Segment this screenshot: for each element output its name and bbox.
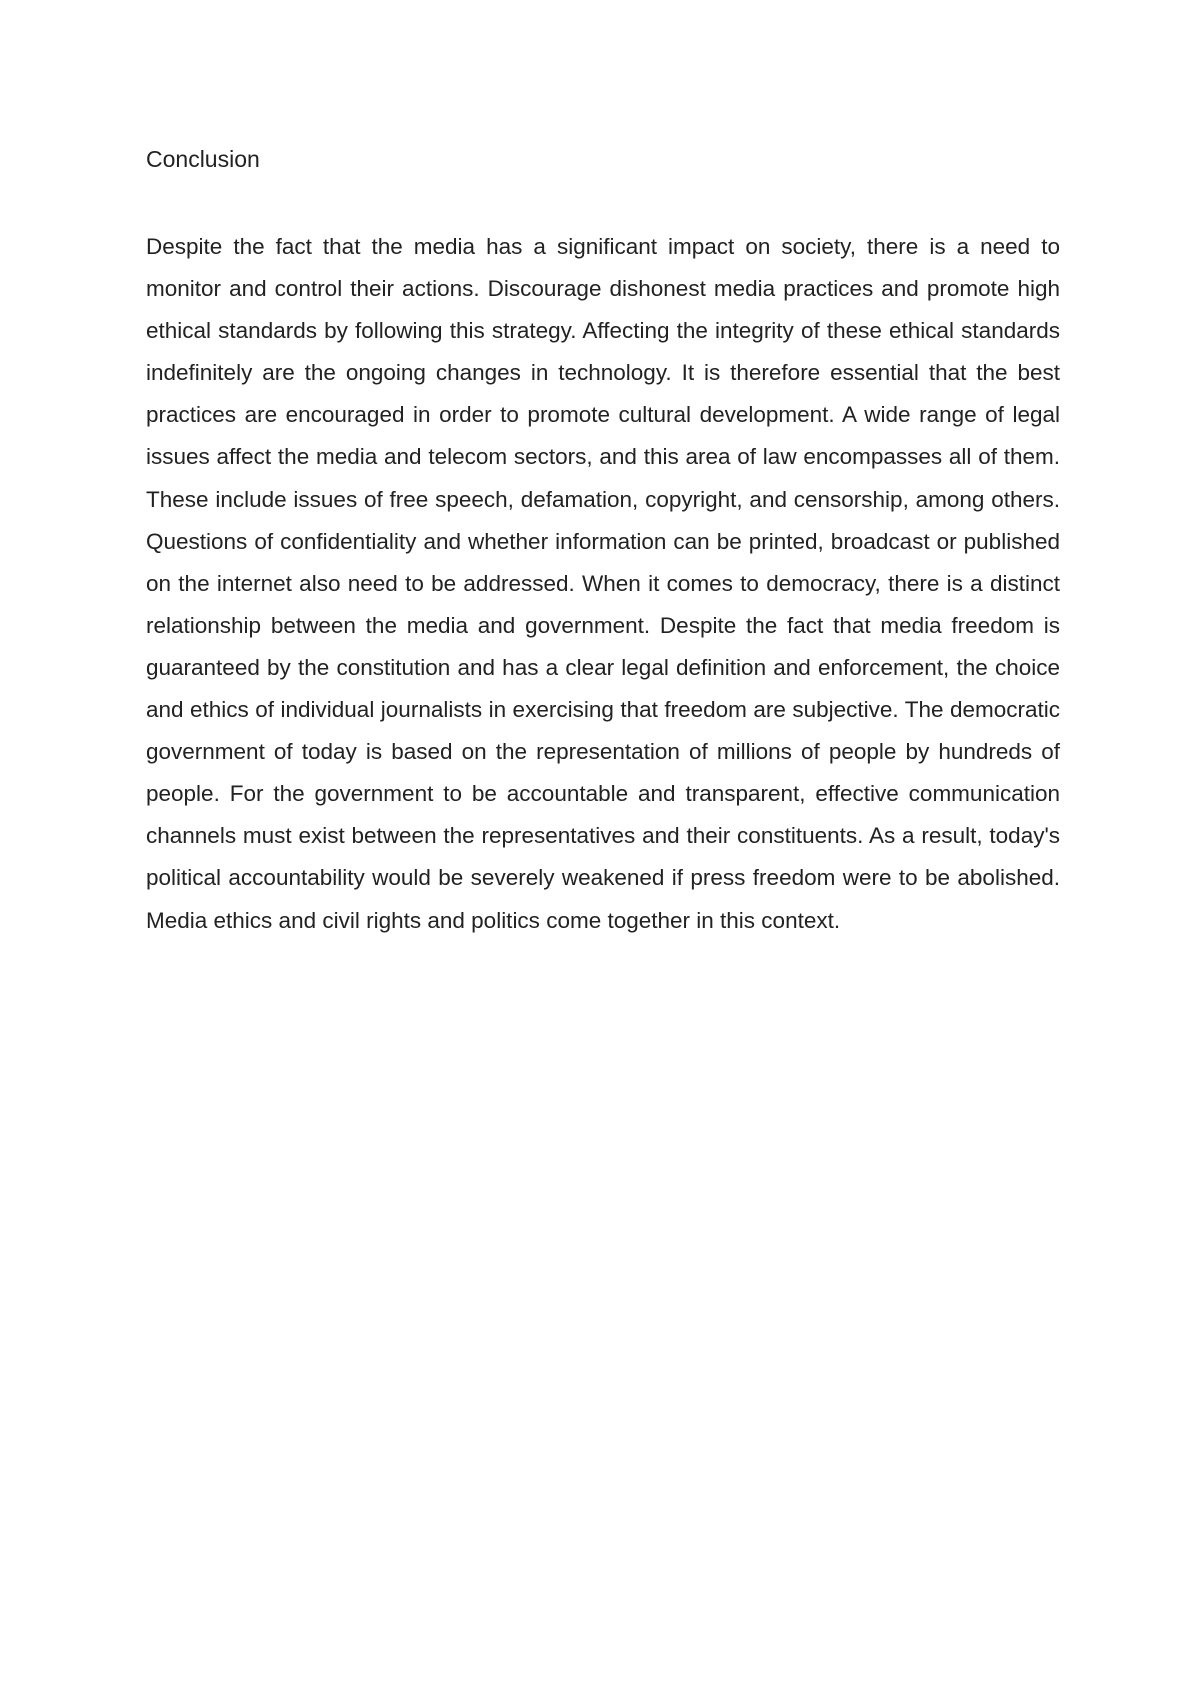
section-heading: Conclusion [146,146,260,172]
body-paragraph: Despite the fact that the media has a significant impact on society, there is a need to monitor and control their actions. Discourage dishonest media practices and promote high ethical standards by following this strategy. Affecting the integrity of these ethical standards indefinitely are the ongoing changes in technology. It is therefore essential that the best practices are encouraged in order to promote cultural development. A wide range of legal issues affect the media and telecom sectors, and this area of law encompasses all of them. These include issues of free speech, defamation, copyright, and censorship, among others. Questions of confidentiality and whether information can be printed, broadcast or published on the internet also need to be addressed. When it comes to democracy, there is a distinct relationship between the media and government. Despite the fact that media freedom is guaranteed by the constitution and has a clear legal definition and enforcement, the choice and ethics of individual journalists in exercising that freedom are subjective. The democratic government of today is based on the representation of millions of people by hundreds of people. For the government to be accountable and transparent, effective communication channels must exist between the representatives and their constituents. As a result, today's political accountability would be severely weakened if press freedom were to be abolished. Media ethics and civil rights and politics come together in this context. [146,234,1060,933]
